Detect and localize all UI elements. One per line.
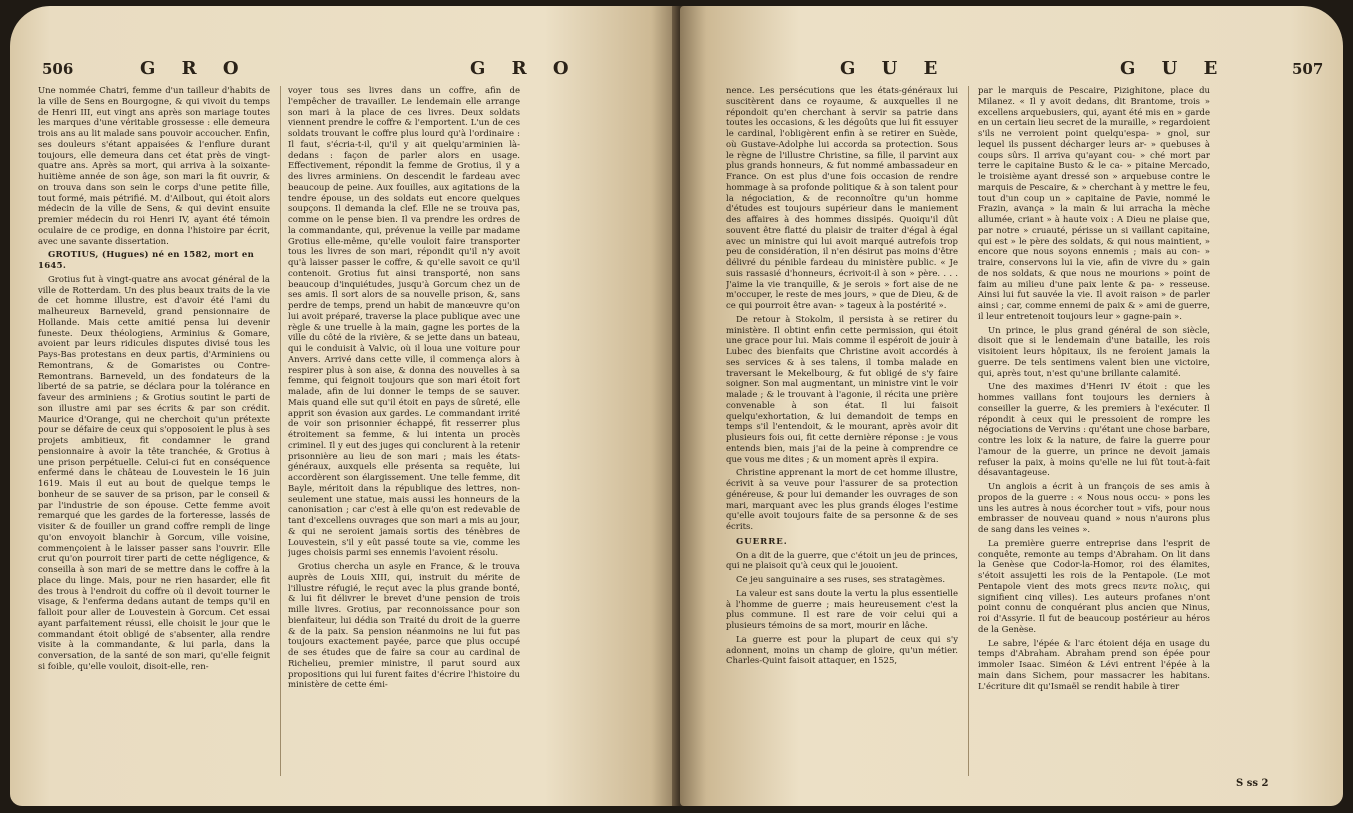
left-running-head-1: G R O [140, 58, 249, 79]
right-page [680, 6, 1343, 806]
paragraph: nence. Les persécutions que les états-généraux lui suscitèrent dans ce royaume, & auxquelles il ne répondoit qu'en cherchant à servir sa patrie dans toutes les occasions, & les dégoûts que lui fit essuyer le cardinal, l'obligèrent enfin à se retirer en Suède, où Gustave-Adolphe lui accorda sa protection. Sous le règne de l'illustre Christine, sa fille, il parvint aux plus grands honneurs, & fut nommé ambassadeur en France. On est plus d'une fois occasion de rendre hommage à sa profonde politique & à son talent pour la négociation, & de reconnoître qu'un homme d'études est toujours supérieur dans le maniement des affaires à des hommes dissipés. Quoiqu'il dût souvent être flatté du plaisir de traiter d'égal à égal avec un ministre qui lui avoit marqué autrefois trop peu de considération, il n'en désirut pas moins d'être délivré du pénible fardeau du ministère public. « Je suis rassasié d'honneurs, écrivoit-il à son » père. . . . J'aime la vie tranquille, & je serois » fort aise de ne m'occuper, le reste de mes jours, » que de Dieu, & de ce qui pourroit être avan- » tageux à la postérité ». [726, 86, 958, 311]
paragraph: voyer tous ses livres dans un coffre, afin de l'empêcher de travailler. Le lendemain elle arrange son mari à la place de ces livres. Deux soldats viennent prendre le coffre & l'emportent. L'un de ces soldats trouvant le coffre plus lourd qu'à l'ordinaire : Il faut, s'écria-t-il, qu'il y ait quelqu'arminien là-dedans : façon de parler alors en usage. Effectivement, répondit la femme de Grotius, il y a des livres arminiens. On descendit le fardeau avec beaucoup de peine. Aux fouilles, aux agitations de la tendre épouse, un des soldats eut encore quelques soupçons. Il demanda la clef. Elle ne se trouva pas, comme on le pense bien. Il va prendre les ordres de la commandante, qui, prévenue la veille par madame Grotius elle-même, qu'elle vouloit faire transporter tous les livres de son mari, répondit qu'il n'y avoit qu'à laisser passer le coffre, & qu'elle savoit ce qu'il contenoit. Grotius fut ainsi transporté, non sans beaucoup d'inquiétudes, jusqu'à Gorcum chez un de ses amis. Il sort alors de sa nouvelle prison, &, sans perdre de temps, prend un habit de manœuvre qu'on lui avoit préparé, traverse la place publique avec une règle & une truelle à la main, gagne les portes de la ville du côté de la rivière, & se jette dans un bateau, qui le conduisit à Valvic, où il loua une voiture pour Anvers. Arrivé dans cette ville, il commença alors à respirer plus à son aise, & donna des nouvelles à sa femme, qui feignoit toujours que son mari étoit fort malade, afin de lui donner le temps de se sauver. Mais quand elle sut qu'il étoit en pays de sûreté, elle apprit son évasion aux gardes. Le commandant irrité de voir son prisonnier échappé, fit resserrer plus étroitement sa femme, & lui intenta un procès criminel. Il y eut des juges qui conclurent à la retenir prisonnière au lieu de son mari ; mais les états-généraux, auxquels elle présenta sa requête, lui accordèrent son élargissement. Une telle femme, dit Bayle, méritoit dans la république des lettres, non-seulement une statue, mais aussi les honneurs de la canonisation ; car c'est à elle qu'on est redevable de tant d'excellens ouvrages que son mari a mis au jour, & qui ne seroient jamais sortis des ténèbres de Louvestein, s'il y eût passé toute sa vie, comme les juges choisis parmi ses ennemis l'avoient résolu. [288, 86, 520, 559]
paragraph: On a dit de la guerre, que c'étoit un jeu de princes, qui ne plaisoit qu'à ceux qui le jouoient. [726, 550, 958, 572]
paragraph: La guerre est pour la plupart de ceux qui s'y adonnent, moins un champ de gloire, qu'un métier. Charles-Quint faisoit attaquer, en 1525, [726, 634, 958, 667]
paragraph: Grotius fut à vingt-quatre ans avocat général de la ville de Rotterdam. Un des plus beaux traits de la vie de cet homme illustre, est d'avoir été l'ami du malheureux Barneveld, grand pensionnaire de Hollande. Mais cette amitié pensa lui devenir funeste. Deux théologiens, Arminius & Gomare, avoient par leurs ridicules disputes divisé tous les Pays-Bas protestans en deux partis, d'Arminiens ou Remontrans, & de Gomaristes ou Contre-Remontrans. Barneveld, un des fondateurs de la liberté de sa patrie, se déclara pour la tolérance en faveur des arminiens ; & Grotius soutint le parti de son illustre ami par ses écrits & par son crédit. Maurice d'Orange, qui ne cherchoit qu'un prétexte pour se défaire de ceux qui s'opposoient le plus à ses projets ambitieux, fit condamner le grand pensionnaire à avoir la tête tranchée, & Grotius à une prison perpétuelle. Celui-ci fut en conséquence enfermé dans le château de Louvestein le 16 juin 1619. Mais il eut au bout de quelque temps le bonheur de se sauver de sa prison, par le conseil & par l'industrie de son épouse. Cette femme avoit remarqué que les gardes de la forteresse, lassés de visiter & de fouiller un grand coffre rempli de linge qu'on envoyoit blanchir à Gorcum, ville voisine, commençoient à le laisser passer sans l'ouvrir. Elle crut qu'on pourroit tirer parti de cette négligence, & conseilla à son mari de se mettre dans le coffre à la place du linge. Mais, pour ne rien hasarder, elle fit des trous à l'endroit du coffre où il devoit tourner le visage, & l'enferma dedans autant de temps qu'il en falloit pour aller de Louvestein à Gorcum. Cet essai ayant parfaitement réussi, elle choisit le jour que le commandant étoit obligé de s'absenter, alla rendre visite à la commandante, & lui parla, dans la conversation, de la santé de son mari, qu'elle feignit si foible, qu'elle vouloit, disoit-elle, ren- [38, 274, 270, 672]
left-running-head-2: G R O [470, 58, 579, 79]
section-heading: GUERRE. [736, 536, 788, 547]
left-page-number: 506 [42, 60, 74, 78]
paragraph: Ce jeu sanguinaire a ses ruses, ses stratagèmes. [736, 575, 946, 585]
paragraph: par le marquis de Pescaire, Pizighitone, place du Milanez. « Il y avoit dedans, dit Brantome, trois » excellens arquebusiers, qui, ayant été mis en » garde en un certain lieu secret de la muraille, » regardoient s'ils ne verroient point quelqu'espa- » gnol, sur lequel ils pussent décharger leurs ar- » quebuses à coups sûrs. Il arriva qu'ayant cou- » ché mort par terre le capitaine Busto & le ca- » pitaine Mercado, le troisième ayant dressé son » arquebuse contre le marquis de Pescaire, & » cherchant à y mettre le feu, tout d'un coup un » capitaine de Pavie, nommé le Frazin, avança » la main & lui arracha la mèche allumée, criant » à haute voix : A Dieu ne plaise que, par notre » cruauté, périsse un si vaillant capitaine, qui est » le père des soldats, & qui nous maintient, » encore que nous soyons ennemis ; mais au con- » traire, conservons lui la vie, afin de vivre du » gain de nos soldats, & que nous ne mourions » point de faim au milieu d'une paix lente & pa- » resseuse. Ainsi lui fut sauvée la vie. Il avoit raison » de parler ainsi ; car, comme ennemi de paix & » ami de guerre, il leur entretenoit toujours leur » gagne-pain ». [978, 86, 1210, 322]
paragraph: La valeur est sans doute la vertu la plus essentielle à l'homme de guerre ; mais heureusement c'est la plus commune. Il est rare de voir celui qui a plusieurs témoins de sa mort, mourir en lâche. [726, 588, 958, 631]
column-rule [280, 86, 281, 776]
paragraph: Le sabre, l'épée & l'arc étoient déja en usage du temps d'Abraham. Abraham prend son épée pour immoler Isaac. Siméon & Lévi entrent l'épée à la main dans Sichem, pour massacrer les habitans. L'écriture dit qu'Ismaël se rendit habile à tirer [978, 638, 1210, 692]
paragraph: Un anglois a écrit à un françois de ses amis à propos de la guerre : « Nous nous occu- » pons les uns les autres à nous écorcher tout » vifs, pour nous embrasser de nouveau quand » nous n'aurons plus de sang dans les veines ». [978, 482, 1210, 535]
right-page-column-1 [726, 86, 958, 670]
entry-title: GROTIUS, (Hugues) né en 1582, mort en 1645. [38, 250, 255, 271]
paragraph: Une des maximes d'Henri IV étoit : que les hommes vaillans font toujours les derniers à conseiller la guerre, & les premiers à l'exécuter. Il répondit à ceux qui le pressoient de rompre les négociations de Vervins : qu'étant une chose barbare, contre les loix & la nature, de faire la guerre pour l'amour de la guerre, un prince ne devoit jamais refuser la paix, à moins qu'elle ne lui fût tout-à-fait désavantageuse. [978, 382, 1210, 479]
paragraph: Grotius chercha un asyle en France, & le trouva auprès de Louis XIII, qui, instruit du mérite de l'illustre réfugié, le reçut avec la plus grande bonté, & lui fit délivrer le brevet d'une pension de trois mille livres. Grotius, par reconnoissance pour son bienfaiteur, lui dédia son Traité du droit de la guerre & de la paix. Sa pension néanmoins ne lui fut pas toujours exactement payée, parce que plus occupé de ses études que de faire sa cour au cardinal de Richelieu, premier ministre, il parut sourd aux propositions qui lui furent faites d'écrire l'histoire du ministère de cette émi- [288, 562, 520, 691]
column-rule [968, 86, 969, 776]
paragraph: De retour à Stokolm, il persista à se retirer du ministère. Il obtint enfin cette permission, qui étoit une grace pour lui. Mais comme il espéroit de jouir à Lubec des bienfaits que Christine avoit accordés à ses services & à ses talens, il tomba malade en traversant le Mekelbourg, & fut obligé de s'y faire soigner. Son mal augmentant, un ministre vint le voir malade ; & le trouvant à l'agonie, il récita une prière convenable à son état. Il lui faisoit quelqu'exhortation, & lui demandoit de temps en temps s'il l'entendoit, & le mourant, après avoir dit plusieurs fois oui, fit cette dernière réponse : je vous entends bien, mais j'ai de la peine à comprendre ce que vous me dites ; & un moment après il expira. [726, 314, 958, 465]
paragraph: Christine apprenant la mort de cet homme illustre, écrivit à sa veuve pour l'assurer de sa protection généreuse, & pour lui demander les ouvrages de son mari, marquant avec les plus grands éloges l'estime qu'elle avoit toujours faite de sa personne & de ses écrits. [726, 468, 958, 532]
paragraph: La première guerre entreprise dans l'esprit de conquête, remonte au temps d'Abraham. On lit dans la Genèse que Codor-la-Homor, roi des élamites, s'étoit assujetti les rois de la Pentapole. (Le mot Pentapole vient des mots grecs πεντε πολις, qui signifient cinq villes). Les auteurs profanes n'ont point connu de conquérant plus ancien que Ninus, roi d'Assyrie. Il fut de beaucoup postérieur au héros de la Genèse. [978, 538, 1210, 635]
right-running-head-1: G U E [840, 58, 948, 79]
signature-mark: S ss 2 [1236, 778, 1269, 789]
paragraph: Un prince, le plus grand général de son siècle, disoit que si le lendemain d'une bataille, les rois visitoient leurs hôpitaux, ils ne feroient jamais la guerre. De tels sentimens valent bien une victoire, qui, après tout, n'est qu'une brillante calamité. [978, 325, 1210, 379]
left-page-column-1 [38, 86, 270, 676]
right-page-header [680, 58, 1343, 84]
left-page-column-2 [288, 86, 520, 694]
right-page-column-2 [978, 86, 1210, 695]
right-running-head-2: G U E [1120, 58, 1228, 79]
left-page-header [10, 58, 678, 84]
open-book [10, 6, 1343, 806]
left-page [10, 6, 678, 806]
paragraph: Une nommée Chatri, femme d'un tailleur d'habits de la ville de Sens en Bourgogne, & qui vivoit du temps de Henri III, eut vingt ans après son mariage toutes les marques d'une véritable grossesse : elle demeura trois ans au lit malade sans pouvoir accoucher. Enfin, ses douleurs s'étant appaisées & l'enflure durant toujours, elle demeura dans cet état près de vingt-quatre ans. Après sa mort, qui arriva à la soixante-huitième année de son âge, son mari la fit ouvrir, & on trouva dans son sein le corps d'une petite fille, tout formé, mais pétrifié. M. d'Ailbout, qui étoit alors médecin de la ville de Sens, & qui devint ensuite premier médecin du roi Henri IV, ayant été témoin oculaire de ce prodige, en donna l'histoire par écrit, avec une savante dissertation. [38, 86, 270, 247]
right-page-number: 507 [1292, 60, 1324, 78]
